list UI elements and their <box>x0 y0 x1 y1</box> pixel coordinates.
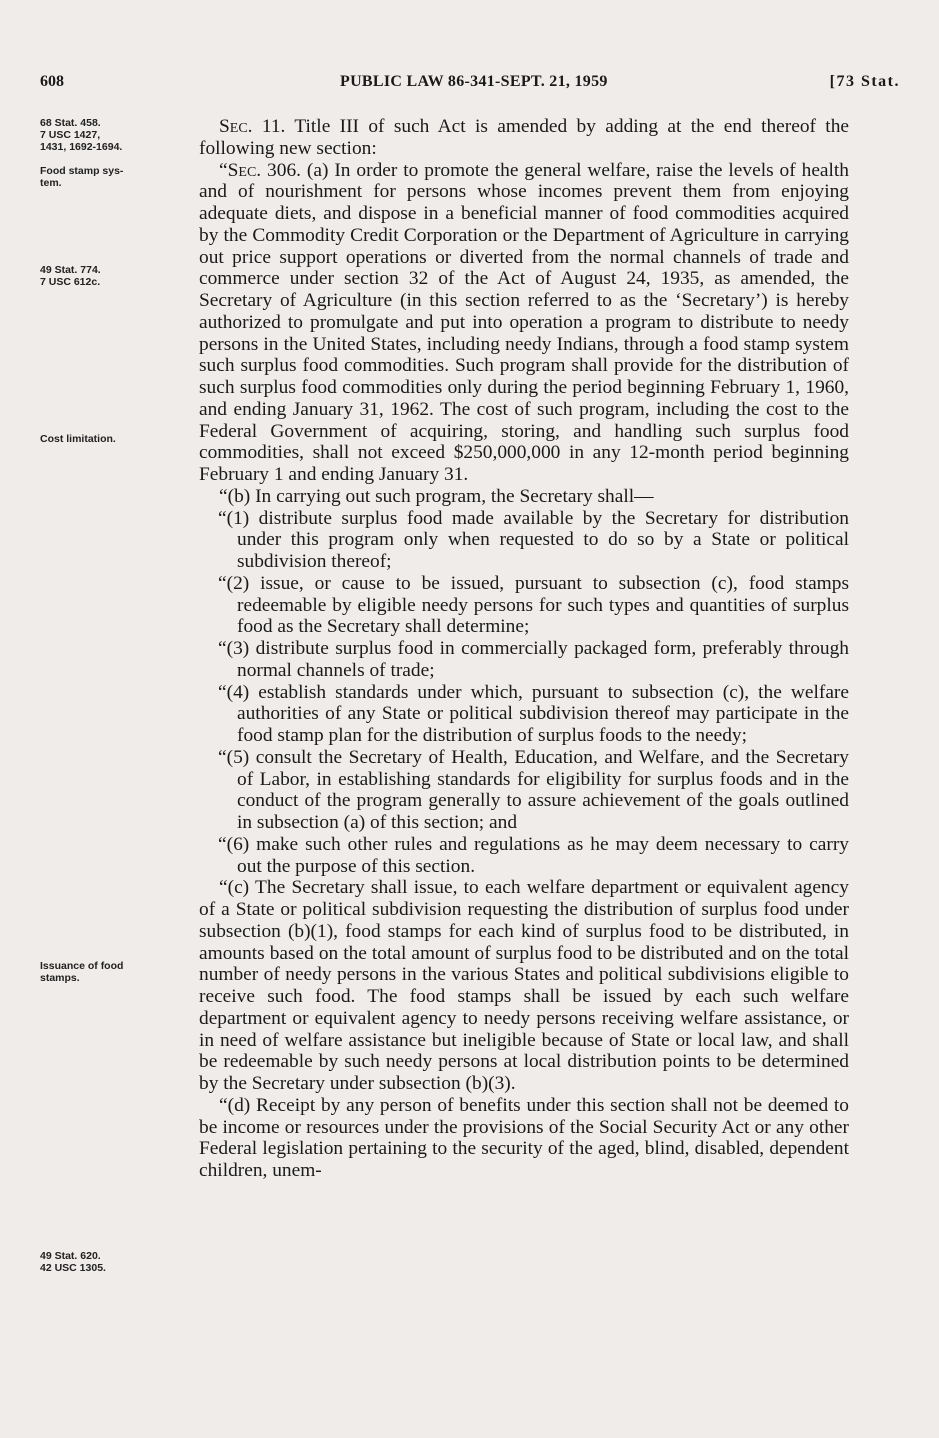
list-item: “(5) consult the Secretary of Health, Education, and Welfare, and the Secretary of Labor, in establishing standards for eligibility for surplus foods and in the conduct of the program generally to assure achievement of the goals outlined in subsection (a) of this section; and <box>218 746 849 833</box>
list-item: “(2) issue, or cause to be issued, pursuant to subsection (c), food stamps redeemable by eligible needy persons for such types and quantities of surplus food as the Secretary shall determine; <box>218 572 849 638</box>
page-number: 608 <box>40 73 64 90</box>
margin-note-line: 49 Stat. 774. <box>40 264 101 276</box>
margin-note-line: 7 USC 612c. <box>40 276 101 288</box>
margin-note-line: stamps. <box>40 972 80 984</box>
section-306a-paragraph <box>199 160 849 486</box>
statute-body <box>199 116 849 1182</box>
section-11-paragraph <box>199 116 849 160</box>
list-item: “(4) establish standards under which, pursuant to subsection (c), the welfare authorities of any State or political subdivision thereof may participate in the food stamp plan for the distribution of surplus foods to the needy; <box>218 681 849 746</box>
paragraph-text: 11. Title III of such Act is amended by adding at the end thereof the following new section: <box>199 116 849 159</box>
volume-reference: [73 Stat. <box>829 73 900 90</box>
margin-note-food-stamp-system <box>40 165 188 189</box>
list-item: “(6) make such other rules and regulations as he may deem necessary to carry out the purpose of this section. <box>218 833 849 877</box>
paragraph-text: 306. (a) In order to promote the general welfare, raise the levels of health and of nourishment for persons whose incomes prevent them from enjoying adequate diets, and dispose in a beneficial manner of food commodities acquired by the Commodity Credit Corporation or the Department of Agriculture in carrying out price support operations or diverted from the normal channels of trade and commerce under section 32 of the Act of August 24, 1935, as amended, the Secretary of Agriculture (in this section referred to as the ‘Secretary’) is hereby authorized to promulgate and put into operation a program to distribute to needy persons in the United States, including needy Indians, through a food stamp system such surplus food commodities. Such program shall provide for the distribution of such surplus food commodities only during the period beginning February 1, 1960, and ending January 31, 1962. The cost of such program, including the cost to the Federal Government of acquiring, storing, and handling such surplus food commodities, shall not exceed $250,000,000 in any 12-month period beginning February 1 and ending January 31. <box>199 159 849 485</box>
margin-note-line: Food stamp sys- <box>40 165 124 177</box>
list-item: “(3) distribute surplus food in commercially packaged form, preferably through normal channels of trade; <box>218 638 849 681</box>
margin-note-line: 68 Stat. 458. <box>40 117 101 129</box>
margin-note-line: 42 USC 1305. <box>40 1262 106 1274</box>
margin-note-line: 49 Stat. 620. <box>40 1250 101 1262</box>
margin-note-issuance-of-food-stamps <box>40 960 188 984</box>
margin-note-stat-citation <box>40 117 188 153</box>
section-label: Sec. <box>219 116 253 137</box>
margin-note-section-32-citation <box>40 264 188 288</box>
list-item: “(1) distribute surplus food made available by the Secretary for distribution under this program only when requested to do so by a State or political subdivision thereof; <box>218 507 849 572</box>
section-306d-paragraph: “(d) Receipt by any person of benefits under this section shall not be deemed to be income or resources under the provisions of the Social Security Act or any other Federal legislation pertaining to the security of the aged, blind, disabled, dependent children, unem- <box>199 1094 849 1181</box>
section-306c-paragraph: “(c) The Secretary shall issue, to each welfare department or equivalent agency of a State or political subdivision requesting the distribution of surplus food under subsection (b)(1), food stamps for each kind of surplus food to be distributed, in amounts based on the total amount of surplus food to be distributed and on the total number of needy persons in the various States and political subdivisions eligible to receive such food. The food stamps shall be issued by each such welfare department or equivalent agency to needy persons receiving welfare assistance, or in need of welfare assistance but ineligible because of State or local law, and shall be redeemable by such needy persons at local distribution points to be determined by the Secretary under subsection (b)(3). <box>199 877 849 1094</box>
margin-note-social-security-citation <box>40 1250 188 1274</box>
margin-note-line: Issuance of food <box>40 960 124 972</box>
running-title: PUBLIC LAW 86-341-SEPT. 21, 1959 <box>340 73 608 90</box>
section-306b-paragraph: “(b) In carrying out such program, the Secretary shall— <box>219 485 654 507</box>
page-header <box>40 73 900 97</box>
margin-note-line: tem. <box>40 177 62 189</box>
section-label: “Sec. <box>219 159 262 181</box>
margin-note-cost-limitation <box>40 433 188 445</box>
margin-note-line: 7 USC 1427, <box>40 129 101 141</box>
margin-note-line: Cost limitation. <box>40 433 116 445</box>
margin-note-line: 1431, 1692-1694. <box>40 141 123 153</box>
